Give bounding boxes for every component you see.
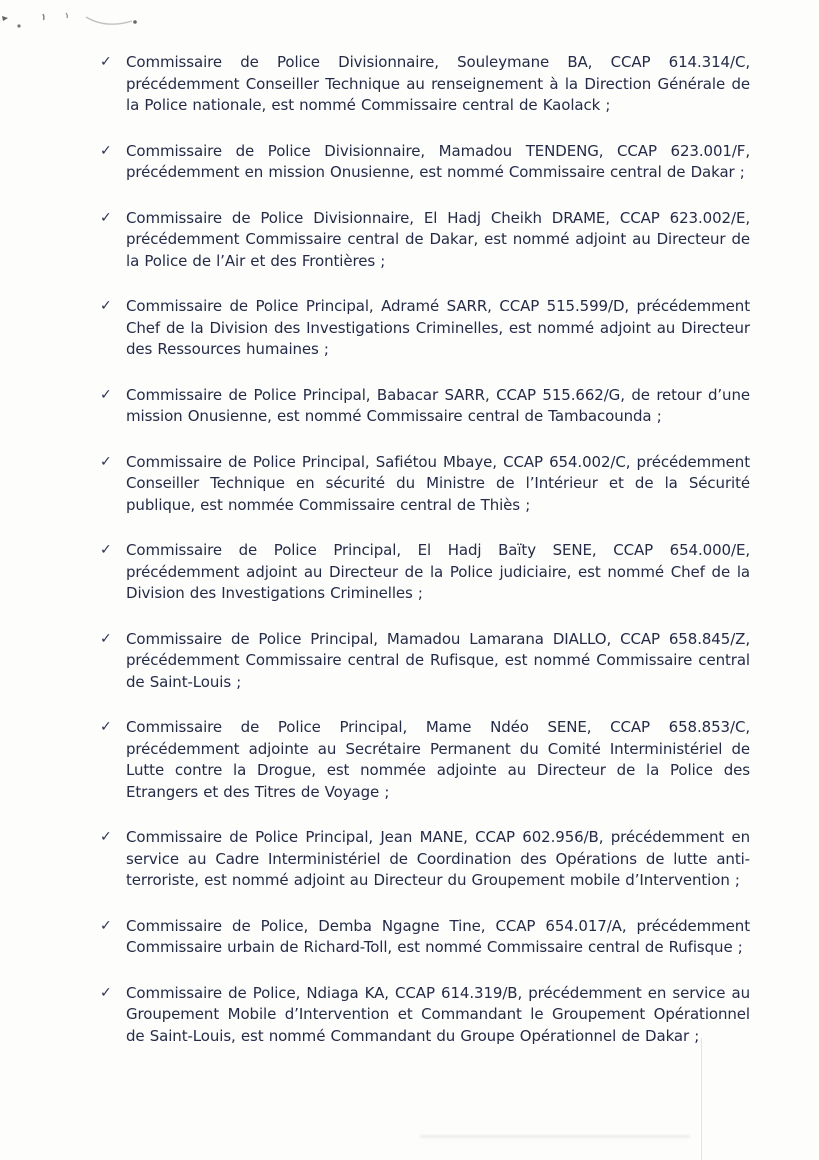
checkmark-icon: ✓ [100, 984, 112, 1001]
scan-artifact-smudge [420, 1135, 690, 1138]
checkmark-icon: ✓ [100, 453, 112, 470]
list-item-text: Commissaire de Police, Demba Ngagne Tine, CCAP 654.017/A, précédemment Commissaire urbain de Richard-Toll, est nommé Commissaire central de Rufisque ; [126, 916, 750, 956]
list-item [100, 141, 750, 184]
checkmark-icon: ✓ [100, 630, 112, 647]
scan-artifact-ink-marks [0, 4, 220, 54]
list-item-text: Commissaire de Police Divisionnaire, Souleymane BA, CCAP 614.314/C, précédemment Conseiller Technique au renseignement à la Direction Générale de la Police nationale, est nommé Commissaire central de Kaolack ; [126, 53, 750, 114]
list-item-text: Commissaire de Police Principal, Babacar SARR, CCAP 515.662/G, de retour d’une mission Onusienne, est nommé Commissaire central de Tambacounda ; [126, 385, 750, 425]
checkmark-icon: ✓ [100, 209, 112, 226]
list-item [100, 827, 750, 892]
list-item-text: Commissaire de Police Divisionnaire, El Hadj Cheikh DRAME, CCAP 623.002/E, précédemment Commissaire central de Dakar, est nommé adjoint au Directeur de la Police de l’Air et des Frontières ; [126, 208, 750, 270]
list-item [100, 540, 750, 605]
checkmark-icon: ✓ [100, 542, 112, 558]
checkmark-icon: ✓ [100, 917, 112, 934]
checkmark-icon: ✓ [100, 829, 112, 845]
list-item [100, 452, 750, 517]
list-item-text: Commissaire de Police Divisionnaire, Mamadou TENDENG, CCAP 623.001/F, précédemment en mission Onusienne, est nommé Commissaire central de Dakar ; [126, 141, 750, 181]
list-item-text: Commissaire de Police Principal, Jean MANE, CCAP 602.956/B, précédemment en service au Cadre Interministériel de Coordination des Opérations de lutte anti-terroriste, est nommé adjoint au Directeur du Groupement mobile d’Intervention ; [126, 828, 750, 889]
list-item-text: Commissaire de Police Principal, Mamadou Lamarana DIALLO, CCAP 658.845/Z, précédemment Commissaire central de Rufisque, est nommé Commissaire central de Saint-Louis ; [126, 629, 750, 691]
checkmark-icon: ✓ [100, 298, 112, 314]
checkmark-icon: ✓ [100, 386, 112, 403]
scan-artifact-crease [701, 1038, 702, 1160]
list-item [100, 629, 750, 694]
list-item [100, 296, 750, 361]
list-item [100, 208, 750, 273]
checkmark-icon: ✓ [100, 54, 112, 70]
list-item [100, 717, 750, 803]
checkmark-icon: ✓ [100, 142, 112, 159]
list-item [100, 983, 750, 1048]
list-item-text: Commissaire de Police Principal, El Hadj Baïty SENE, CCAP 654.000/E, précédemment adjoint au Directeur de la Police judiciaire, est nommé Chef de la Division des Investigations Criminelles ; [126, 541, 750, 602]
appointments-list [100, 52, 750, 1071]
checkmark-icon: ✓ [100, 719, 112, 735]
list-item-text: Commissaire de Police Principal, Safiétou Mbaye, CCAP 654.002/C, précédemment Conseiller Technique en sécurité du Ministre de l’Intérieur et de la Sécurité publique, est nommée Commissaire central de Thiès ; [126, 452, 750, 514]
list-item-text: Commissaire de Police Principal, Adramé SARR, CCAP 515.599/D, précédemment Chef de la Division des Investigations Criminelles, est nommé adjoint au Directeur des Ressources humaines ; [126, 297, 750, 358]
list-item [100, 52, 750, 117]
list-item [100, 385, 750, 428]
list-item [100, 916, 750, 959]
list-item-text: Commissaire de Police, Ndiaga KA, CCAP 614.319/B, précédemment en service au Groupement Mobile d’Intervention et Commandant le Groupement Opérationnel de Saint-Louis, est nommé Commandant du Groupe Opérationnel de Dakar ; [126, 983, 750, 1045]
list-item-text: Commissaire de Police Principal, Mame Ndéo SENE, CCAP 658.853/C, précédemment adjointe au Secrétaire Permanent du Comité Interministériel de Lutte contre la Drogue, est nommée adjointe au Directeur de la Police des Etrangers et des Titres de Voyage ; [126, 718, 750, 801]
